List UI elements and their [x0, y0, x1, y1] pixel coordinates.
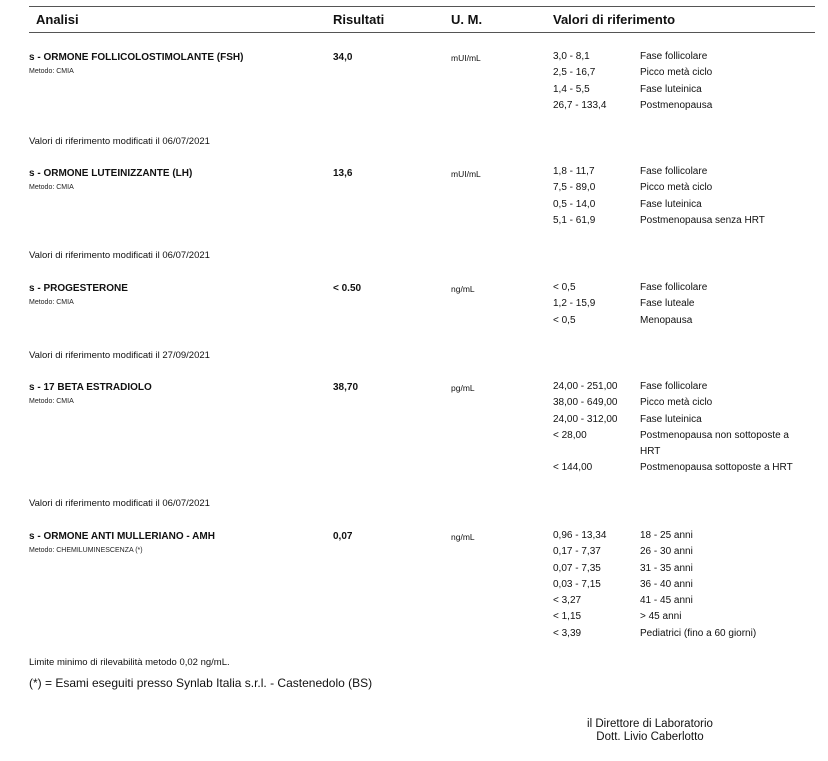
test-unit: ng/mL — [451, 532, 475, 542]
test-method: Metodo: CMIA — [29, 184, 74, 191]
column-header-um: U. M. — [451, 12, 483, 27]
reference-row: 2,5 - 16,7 — [553, 67, 596, 79]
detection-limit-note: Limite minimo di rilevabilità metodo 0,02 ng/mL. — [29, 657, 230, 668]
reference-values — [553, 379, 618, 477]
reference-values — [553, 280, 595, 329]
reference-row: 0,17 - 7,37 — [553, 546, 601, 558]
test-result: < 0.50 — [333, 283, 362, 294]
reference-row: 41 - 45 anni — [640, 595, 693, 607]
reference-values — [553, 528, 606, 642]
test-result: 34,0 — [333, 52, 353, 63]
reference-row: Fase follicolare — [640, 381, 708, 392]
reference-row: Postmenopausa senza HRT — [640, 214, 765, 226]
reference-row: < 0,5 — [553, 282, 576, 293]
reference-labels — [640, 49, 712, 114]
reference-row: Postmenopausa sottoposte a HRT — [640, 462, 793, 474]
reference-modified-note: Valori di riferimento modificati il 06/07/2021 — [29, 498, 210, 509]
reference-row: < 144,00 — [553, 462, 593, 474]
test-name: s - ORMONE LUTEINIZZANTE (LH) — [29, 168, 193, 179]
test-method: Metodo: CMIA — [29, 299, 74, 306]
reference-row: > 45 anni — [640, 611, 682, 623]
reference-labels — [640, 164, 765, 229]
reference-row: Fase follicolare — [640, 51, 708, 62]
reference-modified-note: Valori di riferimento modificati il 06/07/2021 — [29, 250, 210, 261]
test-name: s - PROGESTERONE — [29, 283, 128, 294]
reference-row: < 0,5 — [553, 314, 576, 326]
reference-row: Fase luteinica — [640, 413, 702, 425]
reference-row — [553, 444, 618, 460]
test-method: Metodo: CMIA — [29, 68, 74, 75]
test-unit: pg/mL — [451, 383, 475, 393]
signature-title: il Direttore di Laboratorio — [587, 718, 713, 730]
test-method: Metodo: CHEMILUMINESCENZA (*) — [29, 547, 143, 554]
reference-row: Menopausa — [640, 314, 693, 326]
reference-row: 24,00 - 312,00 — [553, 413, 618, 425]
test-unit: mUI/mL — [451, 169, 481, 179]
reference-row: < 3,39 — [553, 627, 582, 639]
reference-row: 1,2 - 15,9 — [553, 298, 596, 310]
column-header-analisi: Analisi — [36, 12, 79, 27]
test-unit: mUI/mL — [451, 53, 481, 63]
test-name: s - ORMONE ANTI MULLERIANO - AMH — [29, 531, 215, 542]
reference-row: Picco metà ciclo — [640, 182, 713, 194]
reference-row: 5,1 - 61,9 — [553, 214, 596, 226]
header-top-rule — [29, 6, 815, 7]
test-result: 38,70 — [333, 382, 359, 393]
reference-labels — [640, 280, 707, 329]
test-result: 13,6 — [333, 168, 353, 179]
reference-row: 1,8 - 11,7 — [553, 166, 595, 177]
reference-values — [553, 164, 595, 229]
reference-row: 3,0 - 8,1 — [553, 51, 590, 62]
reference-row: Fase luteinica — [640, 198, 702, 210]
reference-row: 26 - 30 anni — [640, 546, 693, 558]
reference-labels — [640, 528, 756, 642]
reference-values — [553, 49, 606, 114]
reference-row: Fase follicolare — [640, 166, 708, 177]
reference-row: Fase luteinica — [640, 83, 702, 95]
reference-row: 31 - 35 anni — [640, 562, 693, 574]
reference-row: 38,00 - 649,00 — [553, 397, 618, 409]
reference-row: Picco metà ciclo — [640, 67, 713, 79]
reference-modified-note: Valori di riferimento modificati il 06/07/2021 — [29, 136, 210, 147]
reference-row: 7,5 - 89,0 — [553, 182, 596, 194]
reference-row: Postmenopausa — [640, 99, 713, 111]
signature-name: Dott. Livio Caberlotto — [596, 731, 704, 743]
reference-row: 1,4 - 5,5 — [553, 83, 590, 95]
reference-row: < 3,27 — [553, 595, 582, 607]
reference-row: 0,07 - 7,35 — [553, 562, 601, 574]
reference-row: Fase luteale — [640, 298, 695, 310]
reference-row: < 28,00 — [553, 429, 587, 441]
reference-row: Pediatrici (fino a 60 giorni) — [640, 627, 757, 639]
reference-row: 36 - 40 anni — [640, 578, 693, 590]
reference-row: 18 - 25 anni — [640, 530, 693, 541]
reference-row: 0,96 - 13,34 — [553, 530, 607, 541]
test-method: Metodo: CMIA — [29, 398, 74, 405]
reference-modified-note: Valori di riferimento modificati il 27/09/2021 — [29, 350, 210, 361]
column-header-valori: Valori di riferimento — [553, 12, 676, 27]
column-header-risultati: Risultati — [333, 12, 385, 27]
reference-row: Postmenopausa non sottoposte a — [640, 429, 789, 441]
reference-labels — [640, 379, 793, 477]
test-name: s - ORMONE FOLLICOLOSTIMOLANTE (FSH) — [29, 52, 244, 63]
header-bottom-rule — [29, 32, 815, 33]
reference-row: Fase follicolare — [640, 282, 708, 293]
reference-row: Picco metà ciclo — [640, 397, 713, 409]
reference-row: 24,00 - 251,00 — [553, 381, 618, 392]
reference-row: 26,7 - 133,4 — [553, 99, 607, 111]
test-unit: ng/mL — [451, 284, 475, 294]
reference-row: 0,5 - 14,0 — [553, 198, 596, 210]
test-result: 0,07 — [333, 531, 353, 542]
reference-row: HRT — [640, 446, 661, 458]
test-name: s - 17 BETA ESTRADIOLO — [29, 382, 152, 393]
asterisk-note: (*) = Esami eseguiti presso Synlab Italia s.r.l. - Castenedolo (BS) — [29, 676, 373, 690]
reference-row: 0,03 - 7,15 — [553, 578, 601, 590]
reference-row: < 1,15 — [553, 611, 582, 623]
